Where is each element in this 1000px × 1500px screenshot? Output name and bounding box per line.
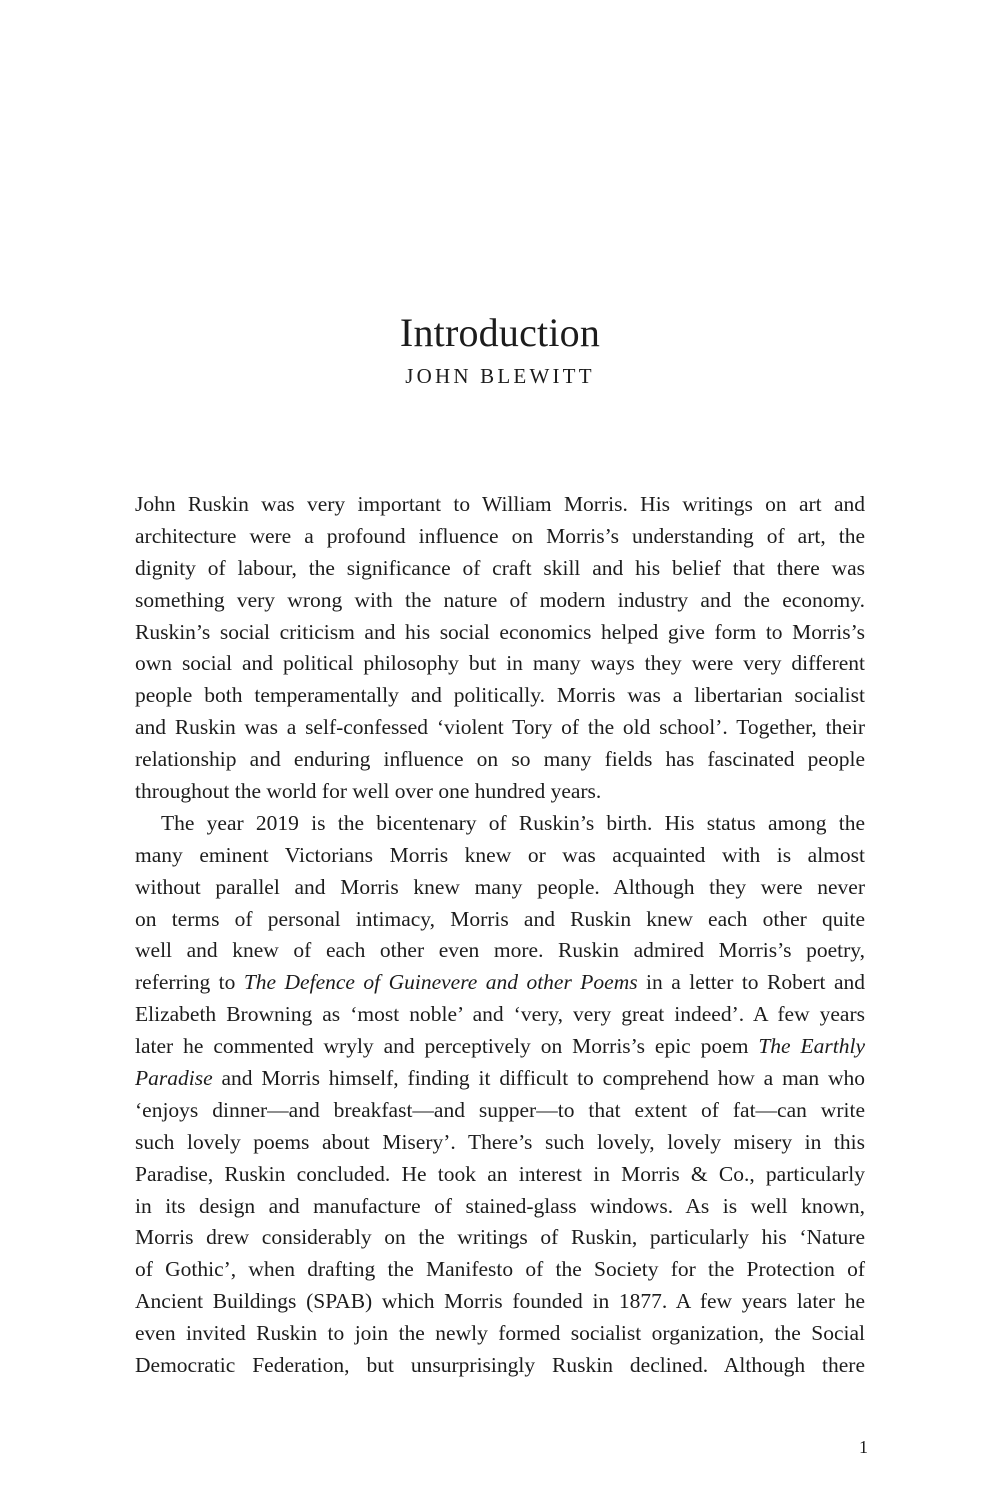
text-segment: of Gothic’, when drafting the Manifesto of the Society for the Protection of bbox=[135, 1257, 865, 1282]
text-segment: something very wrong with the nature of modern industry and the economy. bbox=[135, 587, 865, 612]
text-line bbox=[135, 1095, 865, 1127]
text-segment: in a letter to Robert and bbox=[637, 970, 866, 995]
paragraph bbox=[135, 489, 865, 808]
text-segment: Democratic Federation, but unsurprisingly Ruskin declined. Although there bbox=[135, 1353, 865, 1378]
text-line bbox=[135, 1191, 865, 1223]
italic-title-text: Paradise bbox=[135, 1066, 213, 1091]
text-line bbox=[135, 935, 865, 967]
text-segment: people both temperamentally and politically. Morris was a libertarian socialist bbox=[135, 683, 865, 708]
text-line bbox=[135, 648, 865, 680]
chapter-title: Introduction bbox=[399, 309, 601, 355]
text-line bbox=[135, 1222, 865, 1254]
text-segment: throughout the world for well over one hundred years. bbox=[135, 779, 602, 804]
text-segment: Elizabeth Browning as ‘most noble’ and ‘very, very great indeed’. A few years bbox=[135, 1002, 865, 1027]
body-text bbox=[135, 489, 865, 1382]
text-segment: many eminent Victorians Morris knew or was acquainted with is almost bbox=[135, 842, 865, 867]
text-line bbox=[135, 1286, 865, 1318]
text-line bbox=[135, 967, 865, 999]
text-line bbox=[135, 553, 865, 585]
italic-title-text: The Defence of Guinevere and other Poems bbox=[243, 970, 638, 995]
text-segment: The year 2019 is the bicentenary of Ruskin’s birth. His status among the bbox=[161, 810, 865, 835]
text-segment: Ancient Buildings (SPAB) which Morris founded in 1877. A few years later he bbox=[135, 1289, 865, 1314]
text-line bbox=[135, 1127, 865, 1159]
text-line bbox=[135, 521, 865, 553]
text-segment: well and knew of each other even more. Ruskin admired Morris’s poetry, bbox=[135, 938, 865, 963]
text-line bbox=[135, 489, 865, 521]
text-segment: without parallel and Morris knew many people. Although they were never bbox=[135, 874, 865, 899]
text-segment: such lovely poems about Misery’. There’s such lovely, lovely misery in this bbox=[135, 1129, 865, 1154]
italic-title-text: The Earthly bbox=[758, 1034, 865, 1059]
text-line bbox=[135, 680, 865, 712]
text-segment: architecture were a profound influence on Morris’s understanding of art, the bbox=[135, 523, 865, 548]
text-line bbox=[135, 712, 865, 744]
text-segment: later he commented wryly and perceptively on Morris’s epic poem bbox=[135, 1034, 759, 1059]
text-segment: Paradise, Ruskin concluded. He took an interest in Morris & Co., particularly bbox=[135, 1161, 865, 1186]
text-segment: in its design and manufacture of stained-glass windows. As is well known, bbox=[135, 1193, 865, 1218]
text-line bbox=[135, 1318, 865, 1350]
text-line bbox=[135, 776, 865, 808]
text-segment: Morris drew considerably on the writings of Ruskin, particularly his ‘Nature bbox=[135, 1225, 865, 1250]
text-line bbox=[135, 1254, 865, 1286]
text-segment: referring to bbox=[135, 970, 244, 995]
text-line bbox=[135, 1159, 865, 1191]
text-segment: John Ruskin was very important to William Morris. His writings on art and bbox=[135, 492, 865, 516]
text-line bbox=[135, 872, 865, 904]
text-segment: own social and political philosophy but in many ways they were very different bbox=[135, 651, 865, 676]
text-line bbox=[135, 808, 865, 840]
chapter-author: JOHN BLEWITT bbox=[405, 364, 595, 388]
text-line bbox=[135, 1031, 865, 1063]
text-line bbox=[135, 1350, 865, 1382]
text-line bbox=[135, 1063, 865, 1095]
paragraph bbox=[135, 808, 865, 1382]
text-segment: and Morris himself, finding it difficult to comprehend how a man who bbox=[212, 1066, 865, 1091]
text-segment: even invited Ruskin to join the newly formed socialist organization, the Social bbox=[135, 1321, 865, 1346]
text-line bbox=[135, 744, 865, 776]
text-line bbox=[135, 585, 865, 617]
text-segment: and Ruskin was a self-confessed ‘violent Tory of the old school’. Together, their bbox=[135, 715, 865, 740]
text-line bbox=[135, 904, 865, 936]
text-segment: ‘enjoys dinner—and breakfast—and supper—to that extent of fat—can write bbox=[135, 1097, 865, 1122]
text-line bbox=[135, 999, 865, 1031]
text-segment: dignity of labour, the significance of craft skill and his belief that there was bbox=[135, 555, 865, 580]
text-segment: Ruskin’s social criticism and his social economics helped give form to Morris’s bbox=[135, 619, 865, 644]
text-segment: relationship and enduring influence on so many fields has fascinated people bbox=[135, 747, 865, 772]
page-number: 1 bbox=[859, 1437, 868, 1457]
text-line bbox=[135, 840, 865, 872]
text-line bbox=[135, 617, 865, 649]
text-segment: on terms of personal intimacy, Morris and Ruskin knew each other quite bbox=[135, 906, 865, 931]
